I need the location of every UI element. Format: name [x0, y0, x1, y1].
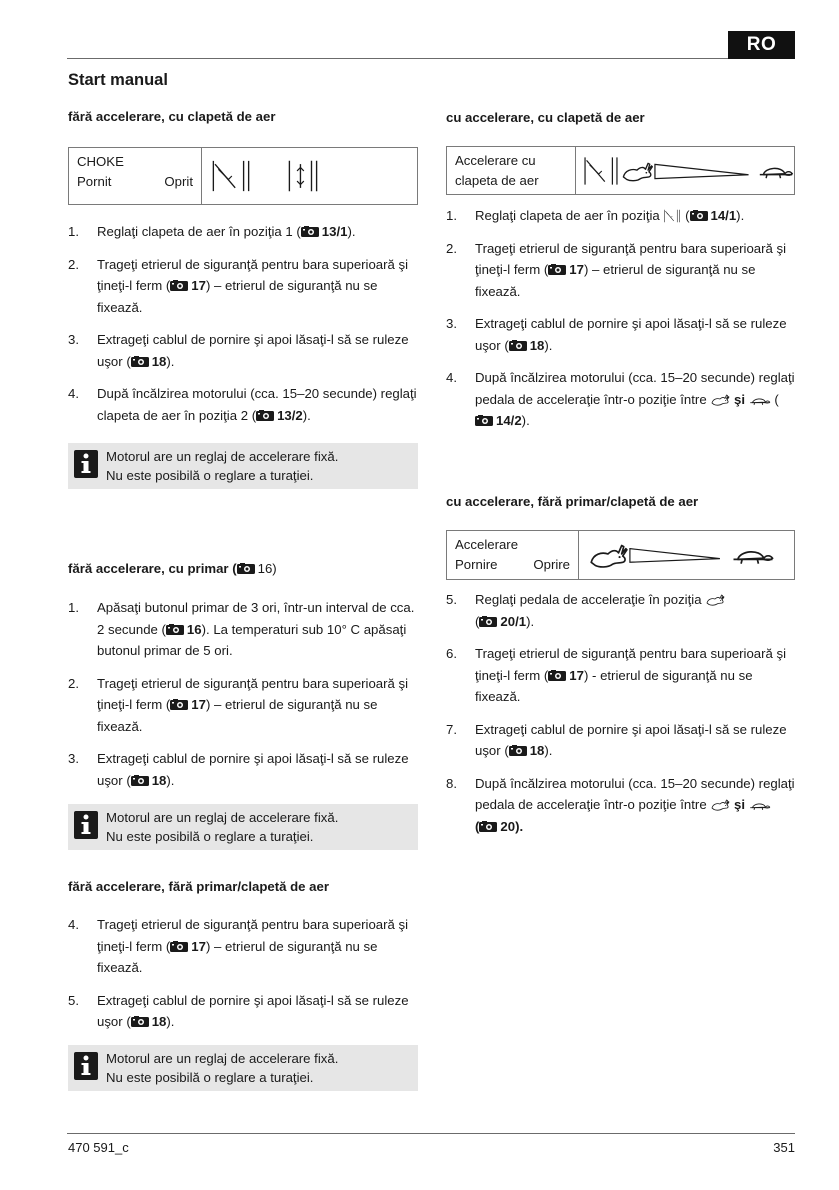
list-item: 1. Apăsaţi butonul primar de 3 ori, într-un interval de cca. 2 secunde ( 16). La temperaturi sub 10° C apăsaţi butonul primar de 5 ori. [68, 600, 415, 658]
camera-icon [256, 410, 274, 421]
turtle-icon [729, 542, 777, 568]
section-heading: fără accelerare, cu clapetă de aer [68, 109, 276, 124]
list-item: 3. Extrageţi cablul de pornire şi apoi lăsaţi-l să se ruleze uşor ( 18). [68, 751, 409, 788]
list-item: 5. Reglaţi pedala de acceleraţie în poziţia ( 20/1). [446, 589, 796, 632]
step-list [68, 221, 418, 437]
choke-off-label: Oprit [164, 174, 193, 189]
step-list [68, 914, 418, 1044]
camera-icon [170, 699, 188, 710]
speed-wedge-icon [629, 544, 729, 566]
section-heading: fără accelerare, cu primar ( 16) [68, 561, 277, 576]
camera-icon [548, 264, 566, 275]
section-heading: cu accelerare, cu clapetă de aer [446, 110, 645, 125]
list-item: 4. După încălzirea motorului (cca. 15–20 secunde) reglaţi pedala de acceleraţie într-o poziţie între şi (14/2). [446, 370, 795, 428]
list-item: 2. Trageţi etrierul de siguranţă pentru bara superioară şi ţineţi-l ferm ( 17) – etrierul de siguranţă nu se fixează. [68, 675, 409, 734]
camera-icon [509, 340, 527, 351]
choke-on-icon [582, 155, 620, 187]
list-item: 4. Trageţi etrierul de siguranţă pentru bara superioară şi ţineţi-l ferm ( 17) – etrierul de siguranţă nu se fixează. [68, 917, 409, 975]
turtle-icon [758, 160, 794, 182]
camera-icon [131, 356, 149, 367]
info-note: Motorul are un reglaj de accelerare fixă. Nu este posibilă o reglare a turaţiei. [68, 443, 418, 489]
camera-icon [170, 280, 188, 291]
info-icon [74, 1052, 98, 1080]
choke-on-icon [210, 159, 252, 193]
camera-icon [170, 941, 188, 952]
rabbit-icon [705, 592, 725, 607]
speed-wedge-icon [654, 161, 758, 181]
camera-icon [509, 745, 527, 756]
rabbit-icon [620, 158, 654, 184]
rabbit-icon [710, 797, 730, 812]
info-icon [74, 450, 98, 478]
camera-icon [548, 670, 566, 681]
list-item: 7. Extrageţi cablul de pornire şi apoi lăsaţi-l să se ruleze uşor ( 18). [446, 721, 787, 758]
rabbit-icon [710, 392, 730, 407]
list-item: 6. Trageţi etrierul de siguranţă pentru bara superioară şi ţineţi-l ferm ( 17) - etrierul de siguranţă nu se fixează. [446, 646, 787, 704]
document-number: 470 591_c [68, 1140, 129, 1155]
camera-icon [237, 563, 255, 574]
choke-on-label: Pornit [77, 174, 112, 189]
camera-icon [166, 624, 184, 635]
throttle-choke-table: Accelerare cu clapeta de aer [446, 146, 795, 195]
info-note: Motorul are un reglaj de accelerare fixă. Nu este posibilă o reglare a turaţiei. [68, 1045, 418, 1091]
list-item: 1. Reglaţi clapeta de aer în poziţia ( 14/1). [446, 208, 745, 223]
throttle-table: Accelerare Pornire Oprire [446, 530, 795, 580]
camera-icon [479, 616, 497, 627]
list-item: 1. Reglaţi clapeta de aer în poziţia 1 ( 13/1). [68, 224, 356, 239]
list-item: 3. Extrageţi cablul de pornire şi apoi lăsaţi-l să se ruleze uşor ( 18). [68, 332, 409, 369]
list-item: 2. Trageţi etrierul de siguranţă pentru bara superioară şi ţineţi-l ferm ( 17) – etrierul de siguranţă nu se fixează. [68, 256, 409, 315]
header-rule [67, 58, 728, 59]
choke-table [68, 147, 418, 205]
language-tab: RO [728, 31, 795, 59]
choke-position-icon [663, 209, 681, 223]
step-list [68, 597, 418, 802]
info-icon [74, 811, 98, 839]
turtle-icon [749, 799, 771, 812]
camera-icon [301, 226, 319, 237]
choke-label: CHOKE [77, 154, 124, 169]
camera-icon [131, 775, 149, 786]
turtle-icon [749, 394, 771, 407]
camera-icon [131, 1016, 149, 1027]
camera-icon [479, 821, 497, 832]
camera-icon [475, 415, 493, 426]
list-item: 8. După încălzirea motorului (cca. 15–20 secunde) reglaţi pedala de acceleraţie într-o poziţie între şi ( 20). [446, 775, 795, 834]
info-note: Motorul are un reglaj de accelerare fixă. Nu este posibilă o reglare a turaţiei. [68, 804, 418, 850]
rabbit-icon [587, 539, 629, 571]
list-item: 5. Extrageţi cablul de pornire şi apoi lăsaţi-l să se ruleze uşor ( 18). [68, 992, 409, 1029]
step-list [446, 589, 796, 848]
step-list [446, 205, 796, 443]
footer-rule [67, 1133, 795, 1134]
page-title: Start manual [68, 71, 168, 89]
section-heading: fără accelerare, fără primar/clapetă de aer [68, 879, 329, 894]
choke-off-icon [286, 159, 320, 193]
list-item: 3. Extrageţi cablul de pornire şi apoi lăsaţi-l să se ruleze uşor ( 18). [446, 316, 787, 353]
camera-icon [690, 210, 708, 221]
page-number: 351 [773, 1140, 795, 1155]
list-item: 4. După încălzirea motorului (cca. 15–20 secunde) reglaţi clapeta de aer în poziţia 2 ( 13/2). [68, 386, 417, 423]
section-heading: cu accelerare, fără primar/clapetă de aer [446, 494, 699, 509]
list-item: 2. Trageţi etrierul de siguranţă pentru bara superioară şi ţineţi-l ferm ( 17) – etrierul de siguranţă nu se fixează. [446, 240, 787, 299]
